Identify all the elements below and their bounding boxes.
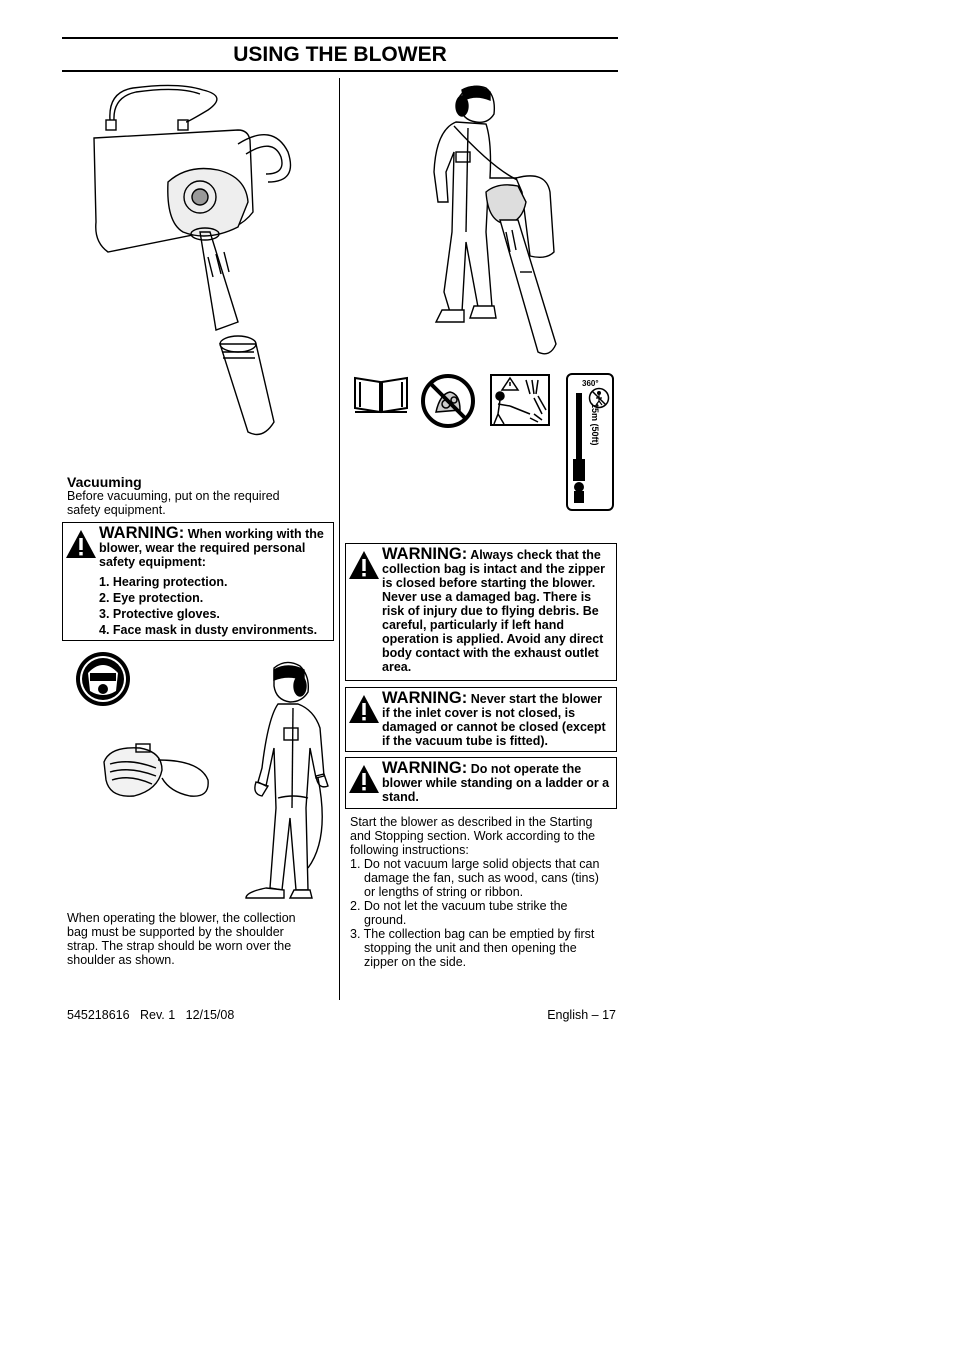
dust-mask-illustration <box>100 740 212 802</box>
warning-label: WARNING: <box>382 759 468 777</box>
footer-document-info <box>67 1008 234 1022</box>
page-number: English – 17 <box>547 1008 616 1022</box>
warning-triangle-icon <box>348 550 380 580</box>
warning-label: WARNING: <box>382 689 468 707</box>
shoulder-strap-caption: When operating the blower, the collection bag must be supported by the shoulder strap. The strap should be worn over the shoulder as shown. <box>67 911 296 967</box>
warning-text <box>99 526 329 639</box>
instructions-intro: Start the blower as described in the Starting and Stopping section. Work according to the following instructions: <box>350 815 596 857</box>
safety-distance-decal <box>566 373 614 511</box>
safety-equipment-list <box>99 575 329 637</box>
warning-box-collection-bag <box>345 543 617 681</box>
warning-text <box>382 761 612 804</box>
decal-blower-operator-icon <box>570 389 588 507</box>
list-item: 1. Hearing protection. <box>99 575 228 589</box>
warning-message: When working with the blower, wear the required personal safety equipment: <box>99 527 324 569</box>
operator-protective-clothing-illustration <box>238 658 330 904</box>
revision: Rev. 1 <box>140 1008 176 1022</box>
warning-label: WARNING: <box>382 545 468 563</box>
operator-vacuuming-illustration <box>426 82 566 360</box>
list-item: 4. Face mask in dusty environments. <box>99 623 318 637</box>
warning-message: Do not operate the blower while standing on a ladder or a stand. <box>382 762 610 804</box>
no-debris-prohibition-icon <box>420 374 476 428</box>
column-divider <box>339 78 340 1000</box>
blower-vacuum-kit-illustration <box>88 82 308 442</box>
page-title: USING THE BLOWER <box>233 43 447 66</box>
warning-triangle-icon <box>348 764 380 794</box>
header-rule-top <box>62 37 618 39</box>
warning-message: Always check that the collection bag is intact and the zipper is closed before starting the blower. Never use a damaged bag. There is risk of injury due to flying debris. Be careful, particularly if left hand operation is applied. Avoid any direct body contact with the exhaust outlet area. <box>382 548 605 674</box>
warning-text <box>382 691 612 748</box>
warning-box-safety-equipment <box>62 522 334 641</box>
list-item: 2. Do not let the vacuum tube strike the ground. <box>350 899 568 927</box>
warning-triangle-icon <box>348 694 380 724</box>
list-item: 3. The collection bag can be emptied by first stopping the unit and then opening the zipper on the side. <box>350 927 595 969</box>
warning-text <box>382 547 612 674</box>
instructions-list <box>350 857 606 969</box>
date: 12/15/08 <box>185 1008 235 1022</box>
warning-message: Never start the blower if the inlet cover is not closed, is damaged or cannot be closed (except if the vacuum tube is fitted). <box>382 692 606 748</box>
warning-box-ladder <box>345 757 617 809</box>
warning-triangle-icon <box>65 529 97 559</box>
list-item: 3. Protective gloves. <box>99 607 220 621</box>
decal-distance-label: 15m (50ft) <box>590 403 600 446</box>
bystander-warning-icon <box>490 374 550 426</box>
list-item: 2. Eye protection. <box>99 591 204 605</box>
header-rule-bottom <box>62 70 618 72</box>
decal-angle-label: 360° <box>582 379 599 388</box>
face-protection-symbol-icon <box>74 651 132 707</box>
section-title-vacuuming: Vacuuming <box>67 474 142 490</box>
warning-label: WARNING: <box>99 524 185 542</box>
warning-box-inlet-cover <box>345 687 617 752</box>
read-manual-icon <box>352 374 410 414</box>
vacuuming-intro-text: Before vacuuming, put on the required safety equipment. <box>67 489 280 517</box>
list-item: 1. Do not vacuum large solid objects that can damage the fan, such as wood, cans (tins) or lengths of string or ribbon. <box>350 857 600 899</box>
part-number: 545218616 <box>67 1008 130 1022</box>
